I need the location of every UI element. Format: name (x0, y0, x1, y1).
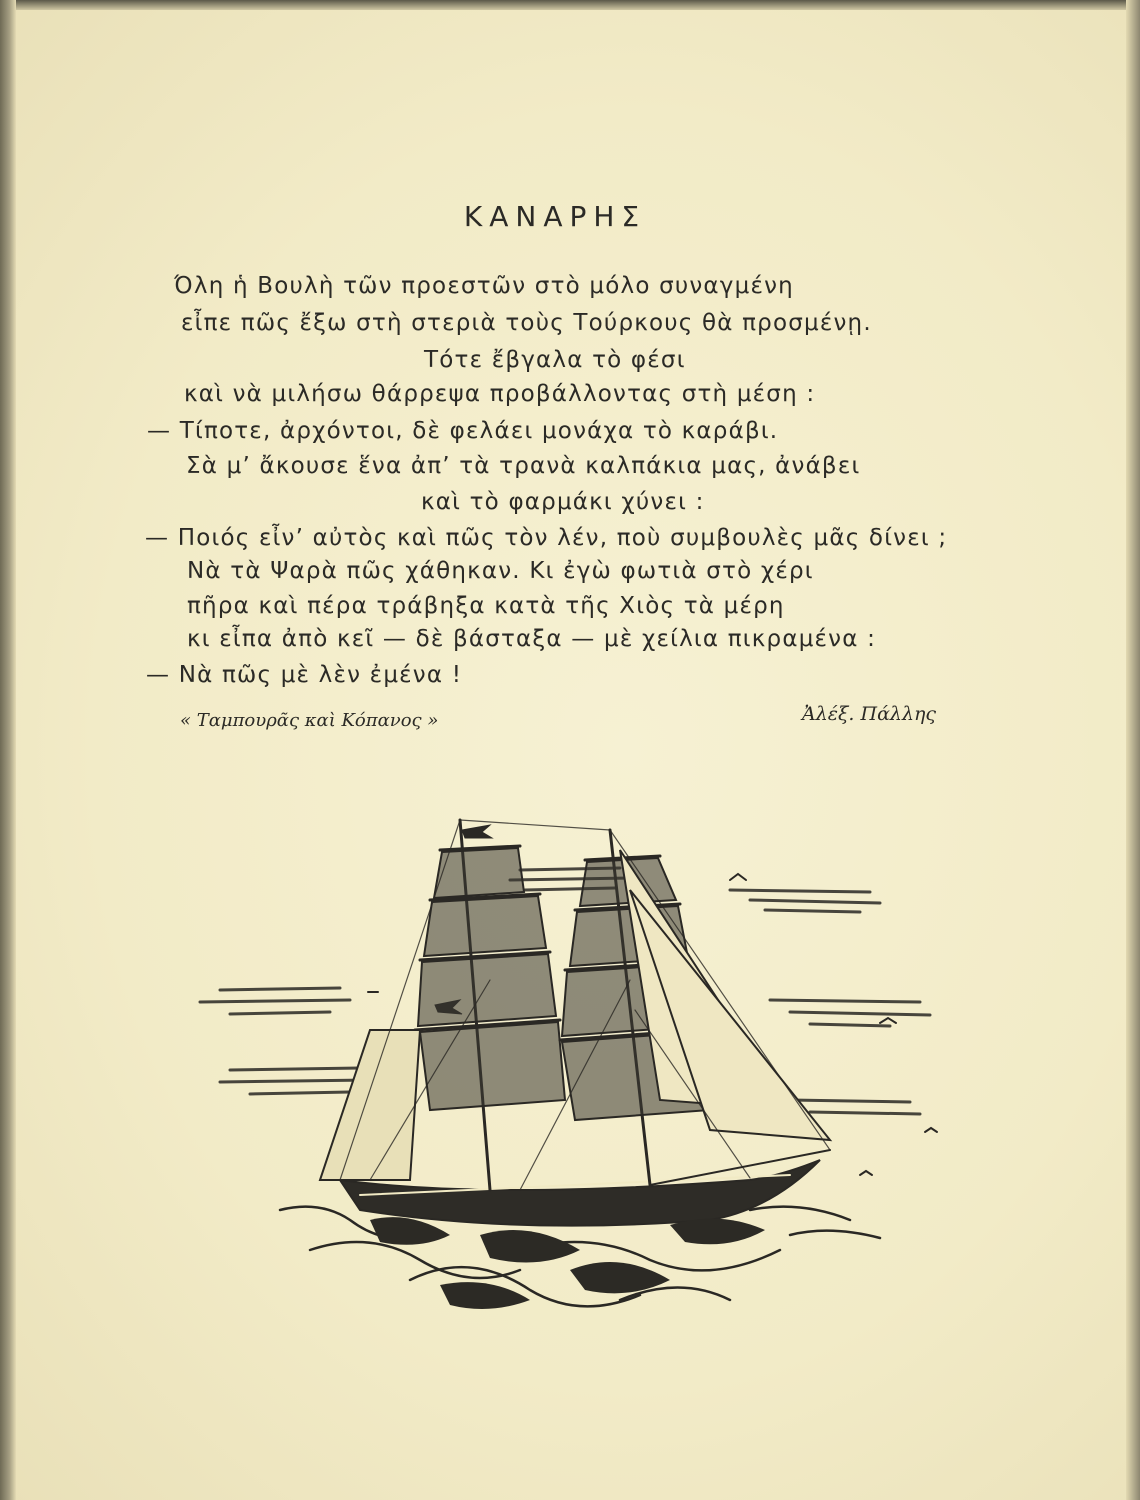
page-top-edge (0, 0, 1140, 10)
poem-line: — Ποιός εἶν’ αὐτὸς καὶ πῶς τὸν λέν, ποὺ συμβουλὲς μᾶς δίνει ; (145, 525, 948, 551)
poem-line: Σὰ μ’ ἄκουσε ἕνα ἀπ’ τὰ τρανὰ καλπάκια μας, ἀνάβει (186, 453, 861, 479)
poem-line: καὶ τὸ φαρμάκι χύνει : (421, 489, 705, 515)
poem-source: « Ταμπουρᾶς καὶ Κόπανος » (180, 710, 439, 731)
poem-line: — Τίποτε, ἀρχόντοι, δὲ φελάει μονάχα τὸ καράβι. (147, 418, 779, 444)
poem-line: — Νὰ πῶς μὲ λὲν ἐμένα ! (146, 662, 463, 688)
poem-author: Ἀλέξ. Πάλλης (802, 703, 937, 725)
poem-line: Τότε ἔβγαλα τὸ φέσι (424, 347, 686, 373)
poem-line: κι εἶπα ἀπὸ κεῖ — δὲ βάσταξα — μὲ χείλια πικραμένα : (187, 626, 877, 652)
poem-title: ΚΑΝΑΡΗΣ (463, 200, 647, 233)
poem-line: εἶπε πῶς ἔξω στὴ στεριὰ τοὺς Τούρκους θὰ προσμένῃ. (181, 310, 872, 336)
page-right-edge (1126, 0, 1140, 1500)
poem-line: καὶ νὰ μιλήσω θάρρεψα προβάλλοντας στὴ μέση : (184, 381, 816, 407)
poem-line: Νὰ τὰ Ψαρὰ πῶς χάθηκαν. Κι ἐγὼ φωτιὰ στὸ χέρι (187, 558, 814, 584)
poem-line: πῆρα καὶ πέρα τράβηξα κατὰ τῆς Χιὸς τὰ μέρη (187, 593, 785, 619)
poem-line: Όλη ἡ Βουλὴ τῶν προεστῶν στὸ μόλο συναγμένη (174, 273, 794, 299)
sailing-ship-illustration (190, 780, 970, 1380)
